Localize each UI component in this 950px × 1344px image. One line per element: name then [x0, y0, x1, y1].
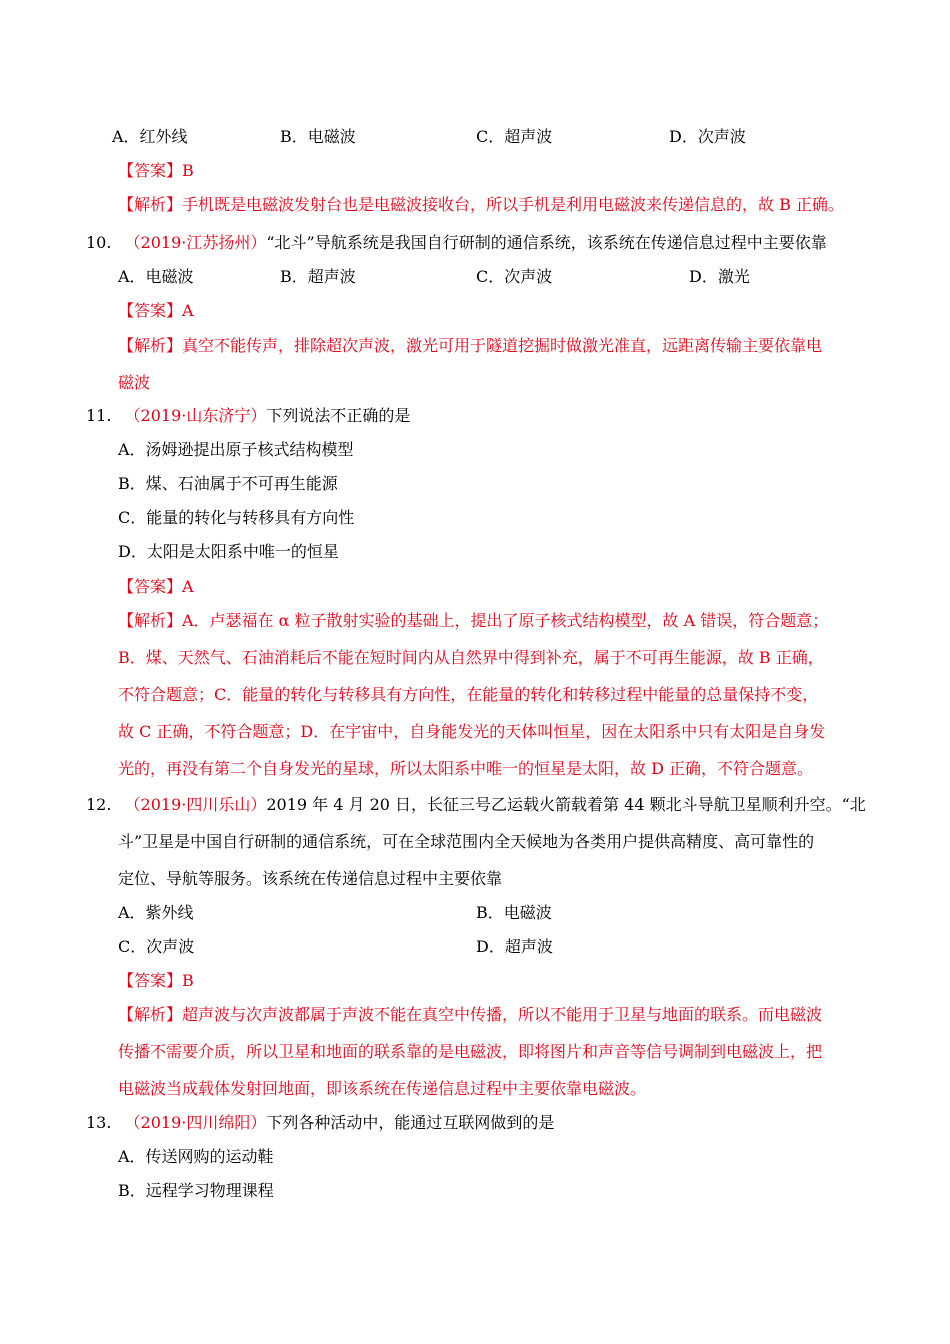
question-stem: 下列说法不正确的是 [266, 406, 411, 425]
option-d: D．激光 [689, 267, 750, 286]
analysis-line: 【解析】真空不能传声，排除超次声波，激光可用于隧道挖掘时做激光准直，远距离传输主要依靠电 [118, 336, 823, 355]
option-b: B．电磁波 [476, 903, 552, 922]
option-b: B．远程学习物理课程 [118, 1181, 274, 1200]
question-source: （2019·四川绵阳） [124, 1113, 267, 1132]
option-c: C．能量的转化与转移具有方向性 [118, 508, 355, 527]
question-number: 10. [86, 233, 112, 252]
option-d: D．超声波 [476, 937, 553, 956]
option-b: B．电磁波 [280, 127, 356, 146]
question-source: （2019·山东济宁） [124, 406, 267, 425]
analysis-line: 磁波 [118, 373, 151, 392]
analysis-line: 电磁波当成载体发射回地面，即该系统在传递信息过程中主要依靠电磁波。 [118, 1079, 647, 1098]
question-source: （2019·四川乐山） [124, 795, 267, 814]
question-number: 12. [86, 795, 112, 814]
answer: 【答案】A [118, 577, 194, 596]
question-stem: 2019 年 4 月 20 日，长征三号乙运载火箭载着第 44 颗北斗导航卫星顺利升空。“北 [266, 795, 866, 814]
option-a: A．红外线 [112, 127, 188, 146]
option-c: C．次声波 [476, 267, 553, 286]
question-number: 11. [86, 406, 112, 425]
option-a: A．传送网购的运动鞋 [118, 1147, 274, 1166]
option-a: A．紫外线 [118, 903, 194, 922]
question-stem: “北斗”导航系统是我国自行研制的通信系统，该系统在传递信息过程中主要依靠 [266, 233, 827, 252]
question-source: （2019·江苏扬州） [124, 233, 267, 252]
analysis-line: 【解析】超声波与次声波都属于声波不能在真空中传播，所以不能用于卫星与地面的联系。而电磁波 [118, 1005, 823, 1024]
answer: 【答案】A [118, 301, 194, 320]
analysis-line: 不符合题意；C．能量的转化与转移具有方向性，在能量的转化和转移过程中能量的总量保持不变， [118, 685, 819, 704]
option-d: D．太阳是太阳系中唯一的恒星 [118, 542, 339, 561]
option-d: D．次声波 [669, 127, 746, 146]
analysis-line: 【解析】手机既是电磁波发射台也是电磁波接收台，所以手机是利用电磁波来传递信息的，故 B 正确。 [118, 195, 844, 214]
question-stem: 下列各种活动中，能通过互联网做到的是 [266, 1113, 555, 1132]
option-a: A．汤姆逊提出原子核式结构模型 [118, 440, 354, 459]
analysis-line: 故 C 正确，不符合题意；D．在宇宙中，自身能发光的天体叫恒星，因在太阳系中只有太阳是自身发 [118, 722, 826, 741]
option-c: C．超声波 [476, 127, 553, 146]
question-stem-line: 斗”卫星是中国自行研制的通信系统，可在全球范围内全天候地为各类用户提供高精度、高可靠性的 [118, 832, 815, 851]
analysis-line: 光的，再没有第二个自身发光的星球，所以太阳系中唯一的恒星是太阳，故 D 正确，不符合题意。 [118, 759, 814, 778]
answer: 【答案】B [118, 971, 194, 990]
question-stem-line: 定位、导航等服务。该系统在传递信息过程中主要依靠 [118, 869, 503, 888]
analysis-line: 传播不需要介质，所以卫星和地面的联系靠的是电磁波，即将图片和声音等信号调制到电磁波上，把 [118, 1042, 823, 1061]
option-c: C．次声波 [118, 937, 195, 956]
analysis-line: 【解析】A．卢瑟福在 α 粒子散射实验的基础上，提出了原子核式结构模型，故 A 错误，符合题意； [118, 611, 829, 630]
question-number: 13. [86, 1113, 112, 1132]
option-b: B．煤、石油属于不可再生能源 [118, 474, 338, 493]
option-a: A．电磁波 [118, 267, 194, 286]
option-b: B．超声波 [280, 267, 356, 286]
analysis-line: B．煤、天然气、石油消耗后不能在短时间内从自然界中得到补充，属于不可再生能源，故 B 正确， [118, 648, 824, 667]
answer: 【答案】B [118, 161, 194, 180]
